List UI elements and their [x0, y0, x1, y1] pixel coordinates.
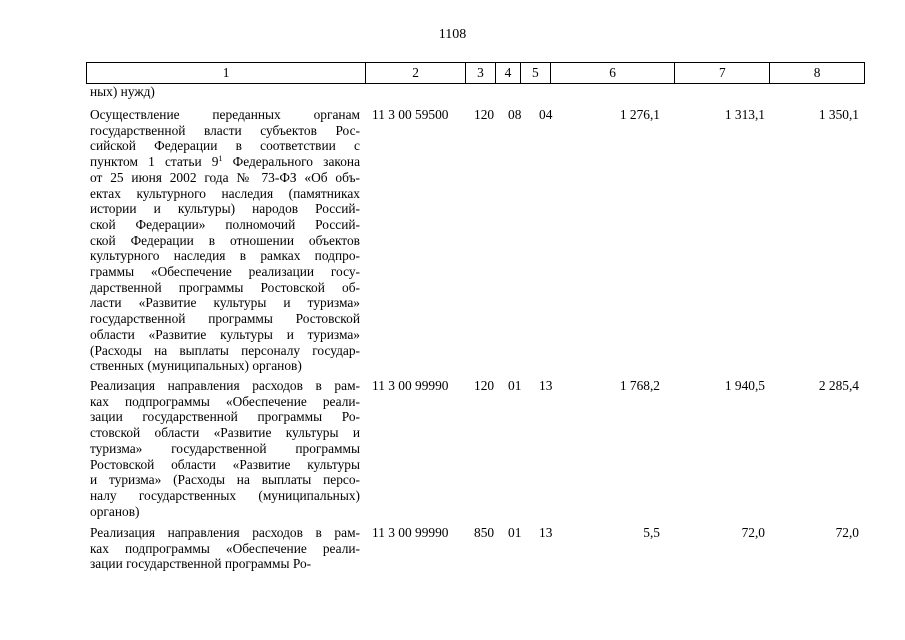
row-description: [90, 378, 360, 519]
continuation-text: ных) нужд): [90, 84, 155, 99]
vr-cell: 850: [474, 525, 495, 540]
description-line: пунктом 1 статьи $9^1$ Федерального закона: [90, 154, 361, 170]
value-2024-cell: 1 276,1: [619, 107, 660, 122]
vr-cell: 120: [474, 378, 495, 393]
value-2025-cell: 1 940,5: [724, 378, 765, 393]
description-line: зации государственной программы Ро-: [90, 556, 312, 572]
pr-cell: 04: [539, 107, 553, 122]
description-line: государственной программы Ростовской: [90, 311, 360, 327]
rz-cell: 01: [508, 378, 522, 393]
description-line: сийской Федерации в соответствии с: [90, 138, 360, 154]
row-description: [90, 525, 360, 572]
header-col-4: 4: [496, 63, 521, 83]
value-2026-cell: 2 285,4: [818, 378, 859, 393]
description-line: и туризма» (Расходы на выплаты персо-: [90, 472, 360, 488]
header-col-2: 2: [366, 63, 466, 83]
description-line: ектах культурного наследия (памятниках: [90, 185, 360, 201]
description-line: дарственной программы Ростовской об-: [90, 279, 360, 295]
description-line: ласти «Развитие культуры и туризма»: [90, 295, 360, 311]
page-number: 1108: [438, 27, 467, 42]
description-line: ской Федерации в отношении объектов: [90, 232, 360, 248]
value-2026-cell: 72,0: [835, 525, 859, 540]
vr-cell: 120: [474, 107, 495, 122]
description-line: ках подпрограммы «Обеспечение реали-: [90, 540, 360, 556]
rz-cell: 01: [508, 525, 522, 540]
table-header: [86, 62, 865, 84]
description-line: (Расходы на выплаты персоналу государ-: [90, 342, 360, 358]
description-line: Ростовской области «Развитие культуры: [90, 456, 360, 472]
description-line: культурного наследия в рамках подпро-: [90, 248, 360, 264]
row-description: [90, 107, 360, 374]
description-line: зации государственной программы Ро-: [90, 409, 360, 425]
description-line: органов): [90, 503, 140, 519]
value-2025-cell: 72,0: [741, 525, 765, 540]
header-col-1: 1: [87, 63, 366, 83]
description-line: Осуществление переданных органам: [90, 107, 360, 122]
code-cell: 11 3 00 99990: [372, 525, 449, 540]
description-line: стовской области «Развитие культуры и: [90, 425, 360, 441]
description-line: ках подпрограммы «Обеспечение реали-: [90, 393, 360, 409]
description-line: ственных (муниципальных) органов): [90, 358, 302, 374]
description-line: государственной власти субъектов Рос-: [90, 122, 360, 138]
value-2026-cell: 1 350,1: [818, 107, 859, 122]
description-line: налу государственных (муниципальных): [90, 487, 360, 503]
code-cell: 11 3 00 99990: [372, 378, 449, 393]
description-line: Реализация направления расходов в рам-: [90, 378, 360, 393]
code-cell: 11 3 00 59500: [372, 107, 449, 122]
header-col-6: 6: [551, 63, 676, 83]
header-col-5: 5: [521, 63, 551, 83]
pr-cell: 13: [539, 378, 553, 393]
description-line: туризма» государственной программы: [90, 440, 360, 456]
pr-cell: 13: [539, 525, 553, 540]
description-line: области «Развитие культуры и туризма»: [90, 326, 360, 342]
description-line: ской Федерации» полномочий Россий-: [90, 216, 360, 232]
description-line: от 25 июня 2002 года № 73-ФЗ «Об объ-: [90, 169, 360, 185]
rz-cell: 08: [508, 107, 522, 122]
header-col-8: 8: [813, 65, 821, 80]
description-line: граммы «Обеспечение реализации госу-: [90, 264, 360, 280]
header-col-3: 3: [466, 63, 496, 83]
value-2024-cell: 1 768,2: [619, 378, 660, 393]
description-line: истории и культуры) народов Россий-: [90, 201, 360, 217]
value-2024-cell: 5,5: [643, 525, 660, 540]
value-2025-cell: 1 313,1: [724, 107, 765, 122]
description-line: Реализация направления расходов в рам-: [90, 525, 360, 540]
header-col-7: 7: [675, 63, 770, 83]
